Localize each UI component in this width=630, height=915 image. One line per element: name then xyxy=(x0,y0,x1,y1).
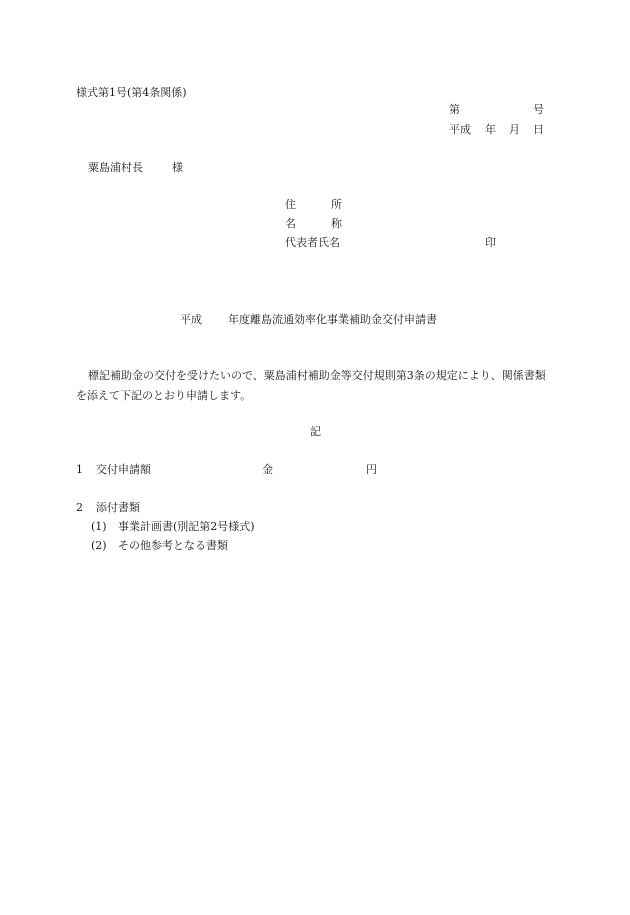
date-era: 平成 xyxy=(449,123,471,136)
representative-label: 代表者氏名 xyxy=(285,236,340,249)
form-number: 様式第1号(第4条関係) xyxy=(76,86,187,99)
subitem2-text: その他参考となる書類 xyxy=(118,539,228,552)
date-year: 年 xyxy=(485,123,496,136)
address-label-1: 住 xyxy=(285,198,296,211)
addressee-honorific: 様 xyxy=(172,161,183,174)
item1-currency-suffix: 円 xyxy=(366,463,377,476)
subitem1-text: 事業計画書(別記第2号様式) xyxy=(118,520,255,533)
title-era: 平成 xyxy=(180,313,202,326)
doc-number-prefix: 第 xyxy=(449,103,460,116)
doc-number-suffix: 号 xyxy=(533,103,544,116)
seal-mark: 印 xyxy=(485,236,496,249)
item2-label: 添付書類 xyxy=(96,501,140,514)
item1-label: 交付申請額 xyxy=(96,463,151,476)
name-label-1: 名 xyxy=(285,217,296,230)
date-day: 日 xyxy=(533,123,544,136)
date-month: 月 xyxy=(509,123,520,136)
address-label-2: 所 xyxy=(331,198,342,211)
item1-number: 1 xyxy=(76,463,83,476)
subitem1-number: (1) xyxy=(91,520,107,533)
item1-currency-prefix: 金 xyxy=(262,463,273,476)
ki-heading: 記 xyxy=(310,425,321,438)
document-title: 年度離島流通効率化事業補助金交付申請書 xyxy=(228,313,437,326)
body-paragraph: 標記補助金の交付を受けたいので、粟島浦村補助金等交付規則第3条の規定により、関係書類を添えて下記のとおり申請します。 xyxy=(76,369,546,402)
subitem2-number: (2) xyxy=(91,539,107,552)
item2-number: 2 xyxy=(76,501,83,514)
addressee-name: 粟島浦村長 xyxy=(88,161,143,174)
name-label-2: 称 xyxy=(331,217,342,230)
